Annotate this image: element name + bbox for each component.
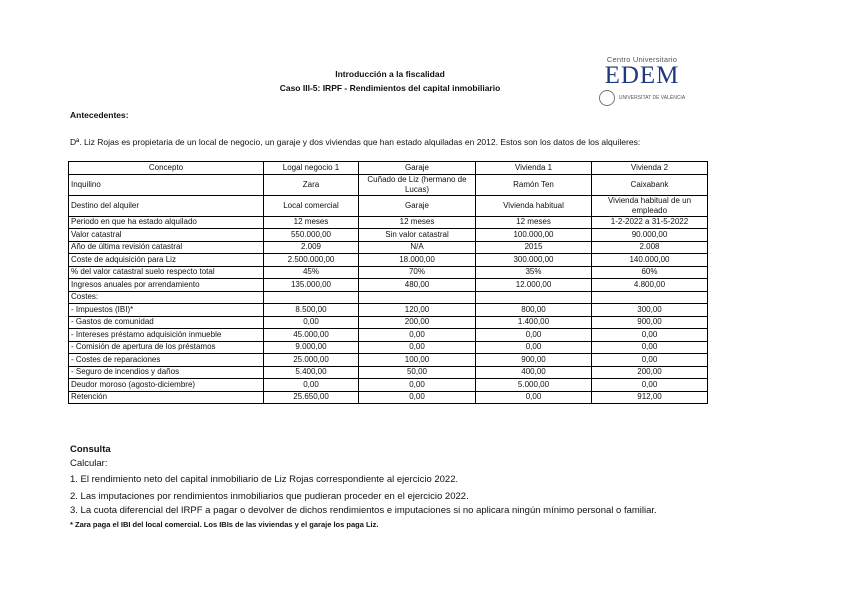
value-cell: Zara (264, 174, 359, 195)
value-cell: 800,00 (476, 304, 592, 317)
value-cell: 912,00 (592, 391, 708, 404)
table-row (69, 216, 708, 229)
value-cell: 8.500,00 (264, 304, 359, 317)
table-header-cell: Concepto (69, 162, 264, 175)
value-cell: Cuñado de Liz (hermano de Lucas) (359, 174, 476, 195)
value-cell: 0,00 (359, 341, 476, 354)
value-cell: 12 meses (264, 216, 359, 229)
value-cell: 5.000,00 (476, 379, 592, 392)
row-label-cell: Costes: (69, 291, 264, 304)
table-row (69, 266, 708, 279)
value-cell: 0,00 (592, 329, 708, 342)
value-cell: 0,00 (476, 341, 592, 354)
table-row (69, 241, 708, 254)
value-cell: 140.000,00 (592, 254, 708, 267)
value-cell: 300.000,00 (476, 254, 592, 267)
logo-top-text: Centro Universitario (606, 55, 678, 64)
value-cell: 2015 (476, 241, 592, 254)
value-cell: 2.009 (264, 241, 359, 254)
row-label-cell: - Costes de reparaciones (69, 354, 264, 367)
row-label-cell: Ingresos anuales por arrendamiento (69, 279, 264, 292)
value-cell: 0,00 (592, 379, 708, 392)
value-cell: 400,00 (476, 366, 592, 379)
value-cell: 25.000,00 (264, 354, 359, 367)
value-cell: 0,00 (476, 329, 592, 342)
antecedentes-heading: Antecedentes: (70, 110, 129, 120)
row-label-cell: - Gastos de comunidad (69, 316, 264, 329)
value-cell: N/A (359, 241, 476, 254)
logo-sub-text: UNIVERSITAT DE VALÈNCIA (618, 95, 686, 101)
table-header-cell: Vivienda 1 (476, 162, 592, 175)
row-label-cell: Año de última revisión catastral (69, 241, 264, 254)
row-label-cell: - Intereses préstamo adquisición inmueble (69, 329, 264, 342)
table-row (69, 229, 708, 242)
value-cell: 200,00 (359, 316, 476, 329)
value-cell (592, 291, 708, 304)
value-cell: 480,00 (359, 279, 476, 292)
value-cell: 18.000,00 (359, 254, 476, 267)
value-cell: 550.000,00 (264, 229, 359, 242)
value-cell: 0,00 (359, 329, 476, 342)
value-cell: 25.650,00 (264, 391, 359, 404)
value-cell: 12 meses (476, 216, 592, 229)
table-header-cell: Garaje (359, 162, 476, 175)
table-row (69, 366, 708, 379)
row-label-cell: Coste de adquisición para Liz (69, 254, 264, 267)
value-cell (359, 291, 476, 304)
value-cell: 135.000,00 (264, 279, 359, 292)
table-row (69, 304, 708, 317)
value-cell: 35% (476, 266, 592, 279)
value-cell: 4.800,00 (592, 279, 708, 292)
value-cell: Ramón Ten (476, 174, 592, 195)
value-cell: 1.400,00 (476, 316, 592, 329)
table-row (69, 291, 708, 304)
table-header-cell: Logal negocio 1 (264, 162, 359, 175)
row-label-cell: Deudor moroso (agosto-diciembre) (69, 379, 264, 392)
table-row (69, 391, 708, 404)
table-row (69, 341, 708, 354)
edem-logo (596, 55, 688, 111)
table-row (69, 195, 708, 216)
question-2: 2. Las imputaciones por rendimientos inmobiliarios que pudieran proceder en el ejercicio 2022. (70, 491, 469, 502)
value-cell (264, 291, 359, 304)
value-cell: 0,00 (359, 379, 476, 392)
table-row (69, 354, 708, 367)
value-cell: Vivienda habitual de un empleado (592, 195, 708, 216)
value-cell: 12 meses (359, 216, 476, 229)
rentals-table (68, 161, 708, 404)
value-cell: 100,00 (359, 354, 476, 367)
value-cell: 200,00 (592, 366, 708, 379)
row-label-cell: Valor catastral (69, 229, 264, 242)
value-cell: 1-2-2022 a 31-5-2022 (592, 216, 708, 229)
intro-paragraph: Dª. Liz Rojas es propietaria de un local de negocio, un garaje y dos viviendas que han estado alquiladas en 2012. Estos son los datos de los alquileres: (70, 137, 641, 147)
question-1: 1. El rendimiento neto del capital inmobiliario de Liz Rojas correspondiente al ejercicio 2022. (70, 474, 459, 485)
calcular-label: Calcular: (70, 458, 108, 469)
value-cell: 70% (359, 266, 476, 279)
row-label-cell: Retención (69, 391, 264, 404)
table-row (69, 379, 708, 392)
value-cell: 900,00 (476, 354, 592, 367)
value-cell: Local comercial (264, 195, 359, 216)
table-row (69, 279, 708, 292)
university-seal-icon (599, 90, 615, 106)
row-label-cell: - Impuestos (IBI)* (69, 304, 264, 317)
value-cell: 2.008 (592, 241, 708, 254)
value-cell: 120,00 (359, 304, 476, 317)
logo-name: EDEM (604, 62, 680, 89)
value-cell: 0,00 (359, 391, 476, 404)
value-cell: 45% (264, 266, 359, 279)
value-cell: Caixabank (592, 174, 708, 195)
row-label-cell: - Seguro de incendios y daños (69, 366, 264, 379)
table-row (69, 254, 708, 267)
value-cell: 90.000,00 (592, 229, 708, 242)
value-cell: 0,00 (264, 316, 359, 329)
row-label-cell: Periodo en que ha estado alquilado (69, 216, 264, 229)
table-row (69, 329, 708, 342)
value-cell: 9.000,00 (264, 341, 359, 354)
document-subtitle: Caso III-5: IRPF - Rendimientos del capital inmobiliario (279, 83, 501, 93)
value-cell: 2.500.000,00 (264, 254, 359, 267)
value-cell: 45.000,00 (264, 329, 359, 342)
value-cell: 0,00 (592, 354, 708, 367)
value-cell: Sin valor catastral (359, 229, 476, 242)
value-cell: 0,00 (476, 391, 592, 404)
value-cell: 50,00 (359, 366, 476, 379)
value-cell: 100.000,00 (476, 229, 592, 242)
value-cell: Vivienda habitual (476, 195, 592, 216)
value-cell: 300,00 (592, 304, 708, 317)
value-cell: 12.000,00 (476, 279, 592, 292)
table-header-cell: Vivienda 2 (592, 162, 708, 175)
row-label-cell: % del valor catastral suelo respecto total (69, 266, 264, 279)
logo-sub (596, 90, 688, 106)
value-cell: 60% (592, 266, 708, 279)
value-cell: 0,00 (264, 379, 359, 392)
table-header-row (69, 162, 708, 175)
row-label-cell: Inquilino (69, 174, 264, 195)
value-cell: 0,00 (592, 341, 708, 354)
value-cell: 5.400,00 (264, 366, 359, 379)
row-label-cell: - Comisión de apertura de los préstamos (69, 341, 264, 354)
table-row (69, 174, 708, 195)
consulta-heading: Consulta (70, 444, 111, 455)
table-row (69, 316, 708, 329)
document-title: Introducción a la fiscalidad (335, 69, 445, 79)
question-3: 3. La cuota diferencial del IRPF a pagar o devolver de dichos rendimientos e imputaciones si no aplicara ningún mínimo personal o familiar. (70, 505, 657, 516)
value-cell (476, 291, 592, 304)
footnote: * Zara paga el IBI del local comercial. Los IBIs de las viviendas y el garaje los paga Liz. (70, 520, 379, 529)
row-label-cell: Destino del alquiler (69, 195, 264, 216)
value-cell: Garaje (359, 195, 476, 216)
value-cell: 900,00 (592, 316, 708, 329)
